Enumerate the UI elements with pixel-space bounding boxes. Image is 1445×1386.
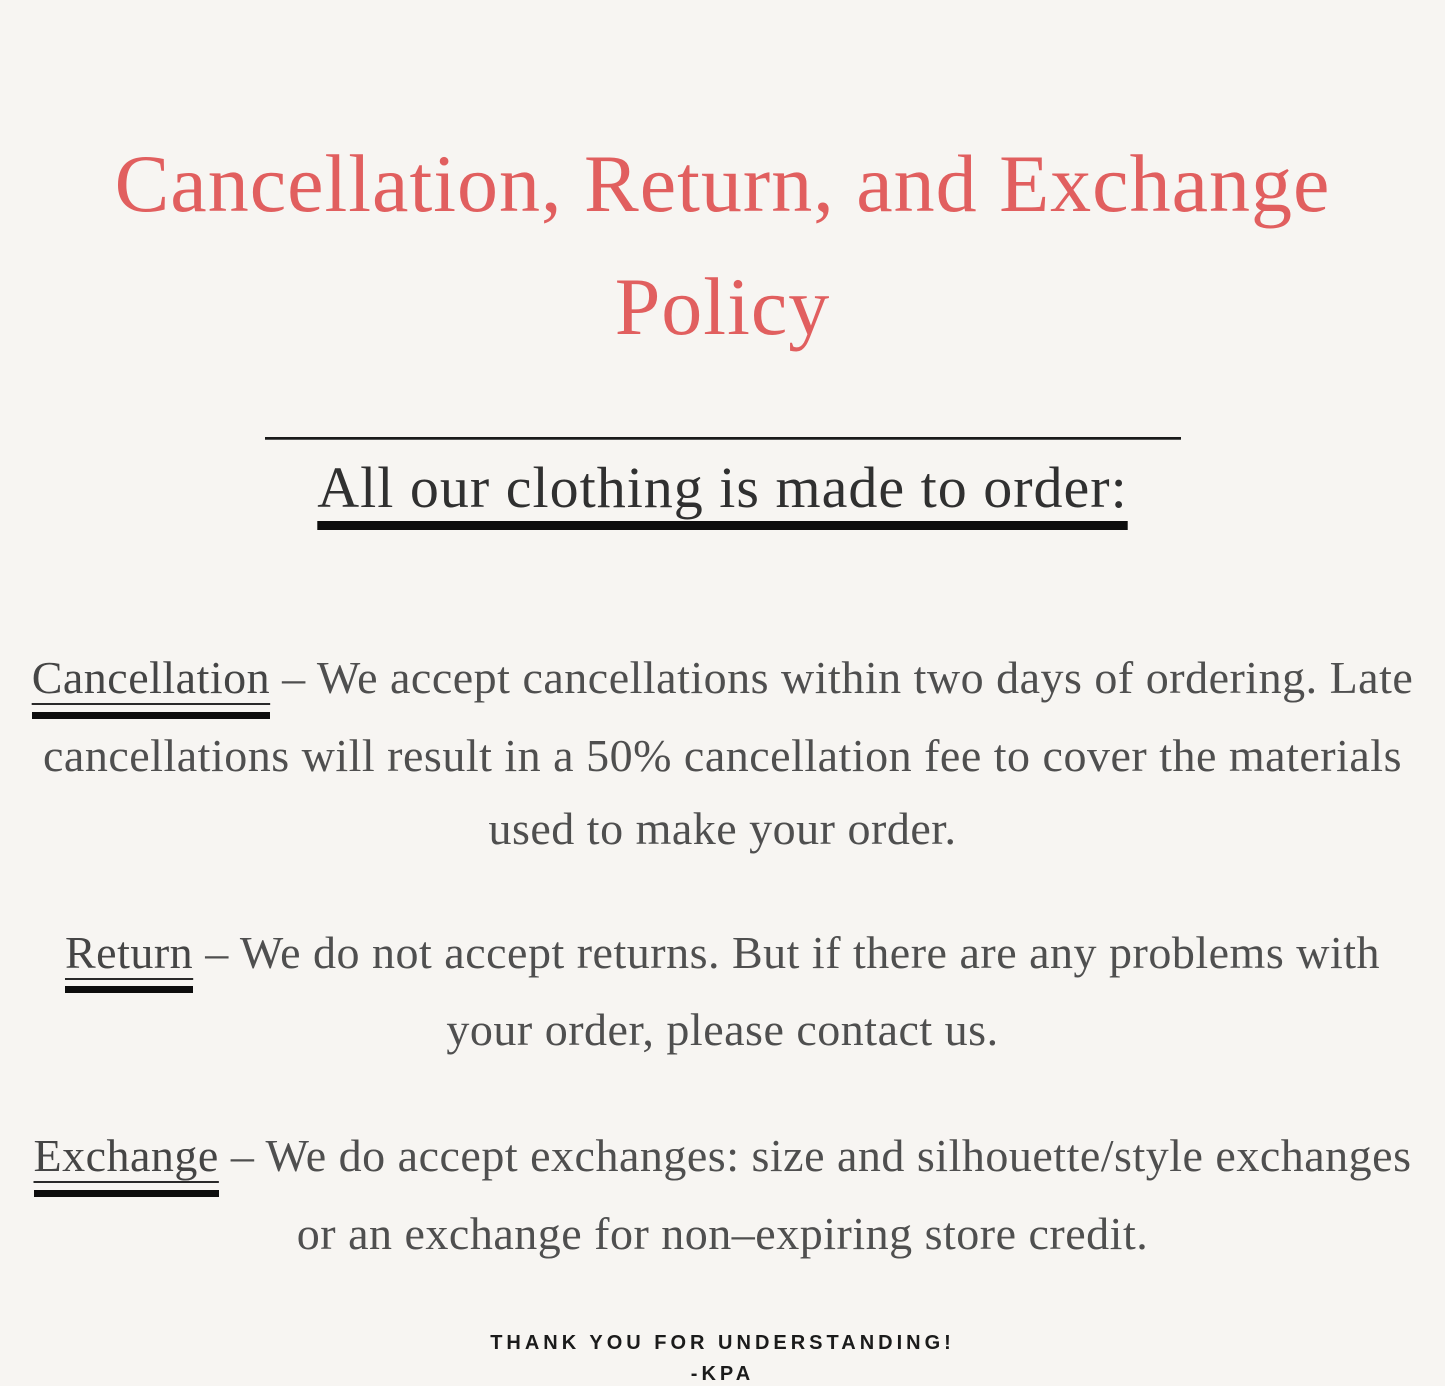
exchange-keyword: Exchange	[34, 1131, 219, 1197]
footer-thanks-text: THANK YOU FOR UNDERSTANDING!	[490, 1332, 955, 1355]
footer-signature: -KPA	[690, 1363, 755, 1386]
footer	[490, 1332, 955, 1386]
return-policy-text: – We do not accept returns. But if there are any problems with your order, please contact us.	[205, 926, 1381, 1056]
made-to-order-subtitle: All our clothing is made to order:	[317, 454, 1128, 520]
return-keyword: Return	[65, 928, 193, 994]
cancellation-policy-paragraph	[23, 641, 1423, 866]
exchange-policy-text: – We do accept exchanges: size and silhouette/style exchanges or an exchange for non–expiring store credit.	[230, 1130, 1412, 1259]
title-divider-line	[265, 437, 1181, 440]
return-policy-paragraph	[23, 916, 1423, 1067]
page-title-line-2: Policy	[614, 261, 831, 352]
cancellation-keyword: Cancellation	[32, 653, 270, 719]
page-title-line-1: Cancellation, Return, and Exchange	[114, 138, 1331, 229]
cancellation-policy-text: – We accept cancellations within two days of ordering. Late cancellations will result in a 50% cancellation fee to cover the materials used to make your order.	[43, 652, 1414, 855]
exchange-policy-paragraph	[23, 1119, 1423, 1270]
page-title	[115, 122, 1331, 368]
